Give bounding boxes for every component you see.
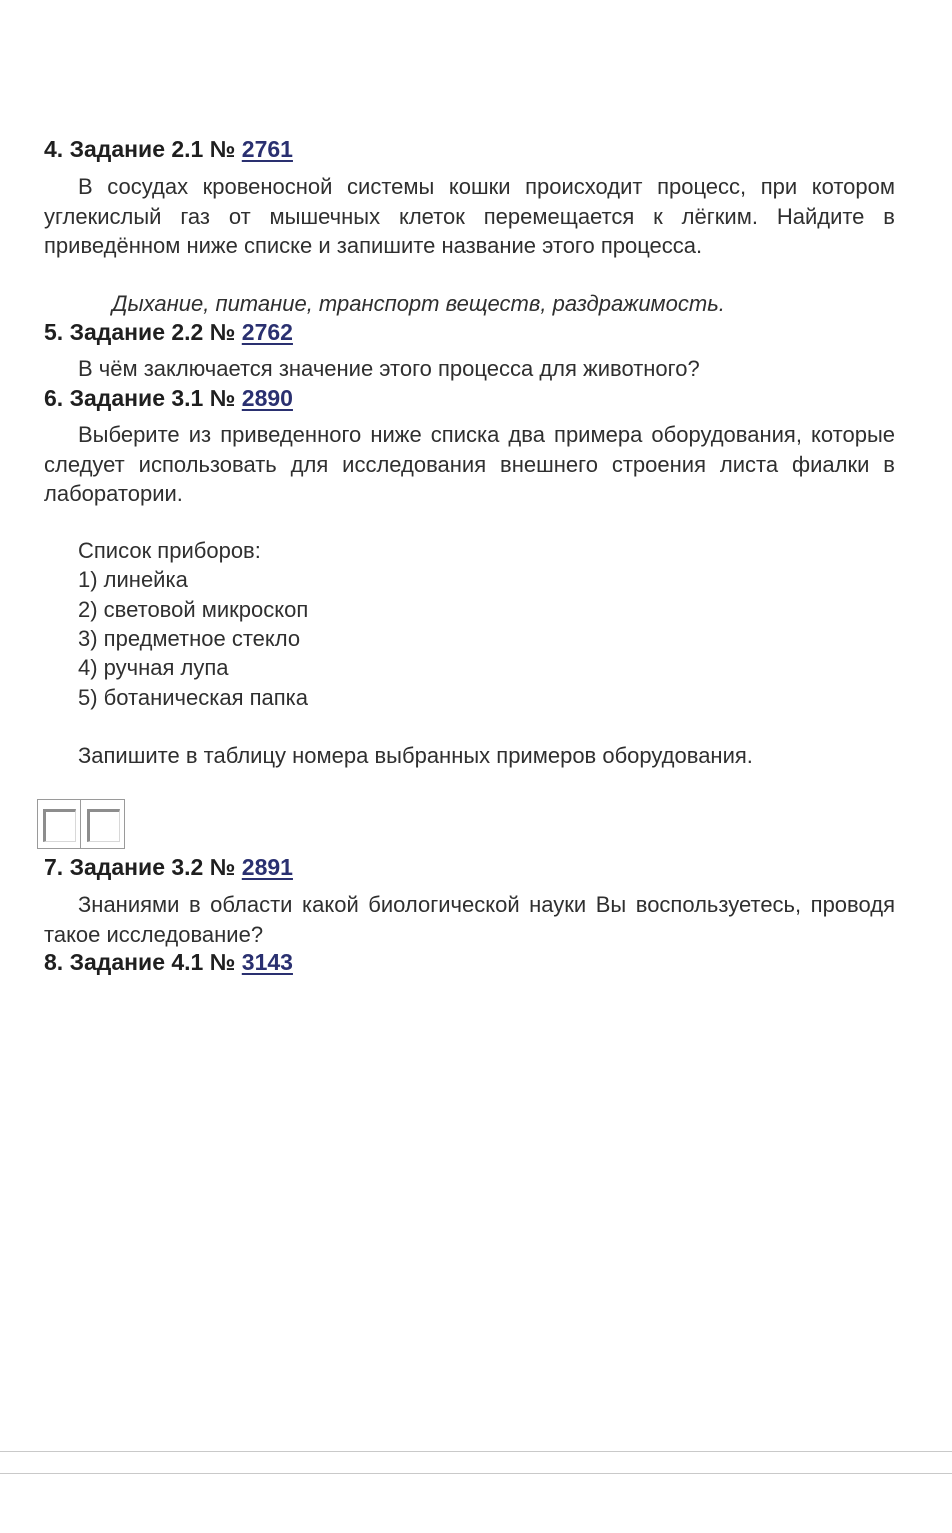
task-4-heading [44, 134, 293, 164]
task-4-number-link[interactable]: 2761 [241, 136, 293, 162]
answer-table [37, 799, 125, 849]
task-5-number-link[interactable]: 2762 [241, 319, 293, 345]
task-6-title: 6. Задание 3.1 № [44, 385, 242, 411]
footer-divider-top [0, 1451, 952, 1452]
task-7-number-link[interactable]: 2891 [241, 854, 293, 880]
task-7-title: 7. Задание 3.2 № [44, 854, 242, 880]
task-8-number-link[interactable]: 3143 [241, 949, 293, 975]
task-6-heading [44, 383, 293, 413]
equipment-item-1: 1) линейка [78, 567, 188, 592]
equipment-list-title: Список приборов: [78, 538, 261, 563]
task-8-title: 8. Задание 4.1 № [44, 949, 242, 975]
task-6-question: Выберите из приведенного ниже списка два примера оборудования, которые следует использовать для исследования внешнего строения листа фиалки в лаборатории. [44, 422, 895, 506]
task-4-options: Дыхание, питание, транспорт веществ, раздражимость. [112, 291, 725, 316]
task-7-question: Знаниями в области какой биологической науки Вы воспользуетесь, проводя такое исследование? [44, 892, 895, 947]
task-6-number-link[interactable]: 2890 [241, 385, 293, 411]
task-5-title: 5. Задание 2.2 № [44, 319, 242, 345]
equipment-item-4: 4) ручная лупа [78, 655, 229, 680]
task-7-heading [44, 852, 293, 882]
answer-table-divider [80, 799, 81, 849]
equipment-item-3: 3) предметное стекло [78, 626, 301, 651]
task-8-heading [44, 947, 293, 977]
footer-divider-bottom [0, 1473, 952, 1474]
task-4-title: 4. Задание 2.1 № [44, 136, 242, 162]
task-4-question: В сосудах кровеносной системы кошки происходит процесс, при котором углекислый газ от мышечных клеток перемещается к лёгким. Найдите в приведённом ниже списке и запишите название этого процесса. [44, 174, 895, 258]
equipment-item-5: 5) ботаническая папка [78, 685, 309, 710]
task-6-instruction: Запишите в таблицу номера выбранных примеров оборудования. [78, 743, 753, 768]
answer-cell-2[interactable] [87, 809, 120, 842]
task-5-question: В чём заключается значение этого процесса для животного? [78, 356, 700, 381]
task-5-heading [44, 317, 293, 347]
answer-cell-1[interactable] [43, 809, 76, 842]
equipment-item-2: 2) световой микроскоп [78, 597, 309, 622]
